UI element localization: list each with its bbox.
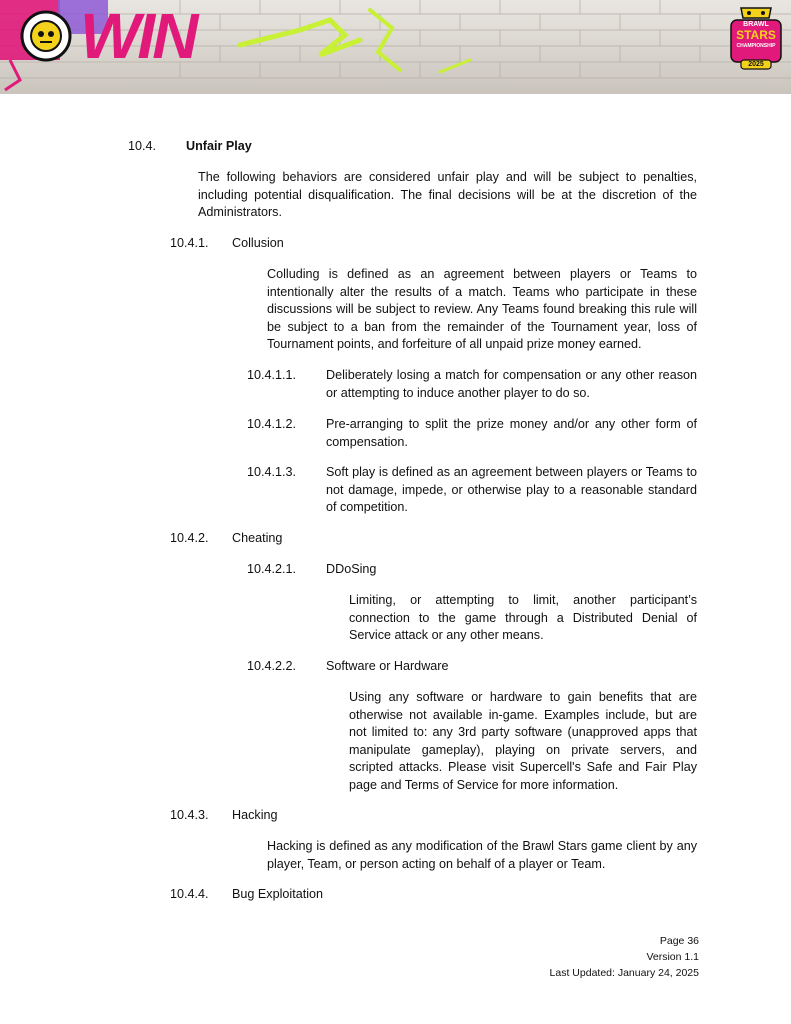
clause-number: 10.4.2.2.	[247, 659, 297, 673]
section-number: 10.4.	[128, 139, 157, 153]
clause-body: Pre-arranging to split the prize money and/or any other form of compensation.	[326, 417, 697, 449]
brawl-stars-championship-logo	[727, 4, 785, 70]
logo-line1: BRAWL	[743, 21, 769, 28]
page-number: Page 36	[659, 935, 699, 947]
logo-year: 2025	[748, 61, 764, 68]
subsection-title: Hacking	[232, 808, 278, 822]
clause-title: Software or Hardware	[326, 659, 449, 673]
clause-number: 10.4.1.3.	[247, 465, 297, 479]
logo-line2: STARS	[736, 28, 776, 42]
subsection-body: Colluding is defined as an agreement between players or Teams to intentionally alter the results of a match. Teams who participate in these discussions will be subject to review. Any Teams found breaking this rule will be subject to a ban from the remainder of the Tournament year, loss of Tournament points, and forfeiture of all unpaid prize money earned.	[267, 267, 697, 352]
subsection-number: 10.4.4.	[170, 887, 209, 901]
clause-number: 10.4.2.1.	[247, 562, 297, 576]
clause-body: Deliberately losing a match for compensation or any other reason or attempting to induce another player to do so.	[326, 368, 697, 400]
subsection-number: 10.4.3.	[170, 808, 209, 822]
subsection-title: Bug Exploitation	[232, 887, 324, 901]
section-title: Unfair Play	[186, 139, 252, 153]
logo-line3: CHAMPIONSHIP	[736, 43, 776, 49]
subsection-title: Collusion	[232, 236, 284, 250]
clause-body: Limiting, or attempting to limit, another participant’s connection to the game through a Distributed Denial of Service attack or any other means.	[349, 593, 697, 643]
last-updated: Last Updated: January 24, 2025	[549, 967, 699, 979]
clause-body: Soft play is defined as an agreement between players or Teams to not damage, impede, or otherwise play to a reasonable standard of competition.	[326, 465, 697, 515]
header-banner	[0, 0, 791, 94]
version-label: Version 1.1	[646, 951, 699, 963]
subsection-title: Cheating	[232, 531, 283, 545]
subsection-number: 10.4.1.	[170, 236, 209, 250]
clause-body: Using any software or hardware to gain benefits that are otherwise not available in-game. Examples include, but are not limited to: any 3rd party software (unapproved apps that manipulate gameplay), playing on private servers, and scripted attacks. Please visit Supercell's Safe and Fair Play page and Terms of Service for more information.	[349, 690, 697, 792]
subsection-number: 10.4.2.	[170, 531, 209, 545]
clause-number: 10.4.1.2.	[247, 417, 297, 431]
clause-number: 10.4.1.1.	[247, 368, 297, 382]
banner-win-text: WIN	[80, 0, 196, 72]
clause-title: DDoSing	[326, 562, 377, 576]
section-body: The following behaviors are considered unfair play and will be subject to penalties, including potential disqualification. The final decisions will be at the discretion of the Administrators.	[198, 170, 697, 220]
subsection-body: Hacking is defined as any modification of the Brawl Stars game client by any player, Team, or person acting on behalf of a player or Team.	[267, 839, 697, 871]
